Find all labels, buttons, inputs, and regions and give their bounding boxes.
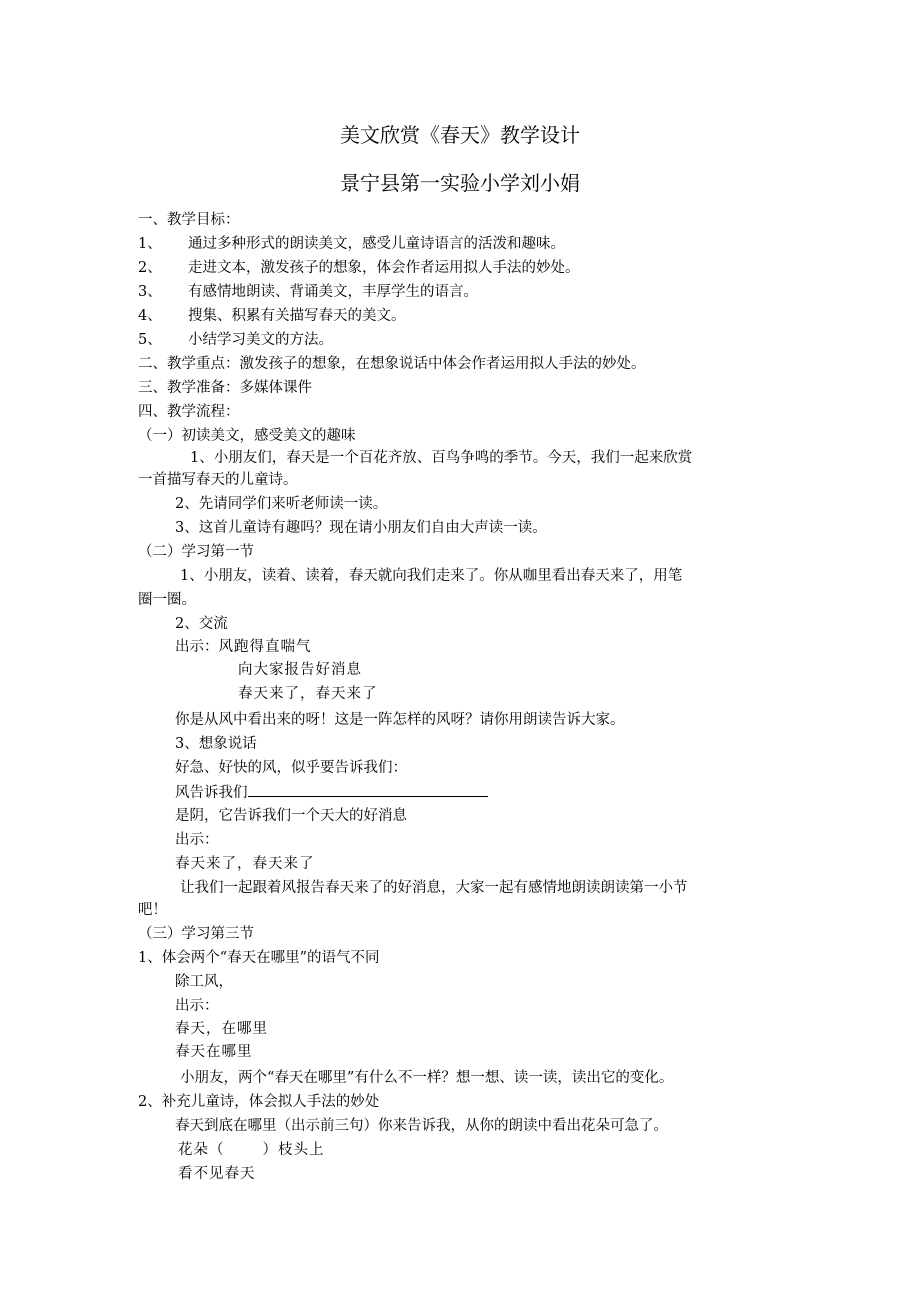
poem-line: 春天来了，春天来了 [238,686,378,702]
show-label: 出示： [175,639,219,655]
goal-number: 5、 [138,332,162,348]
document-title: 美文欣赏《春天》教学设计 [340,123,580,147]
poem-line: 看不见春天 [178,1166,256,1182]
goal-item [138,258,580,278]
part1-heading: （一）初读美文，感受美文的趣味 [138,428,356,444]
part2-question: 你是从风中看出来的呀！这是一阵怎样的风呀？请你用朗读告诉大家。 [175,712,625,728]
part2-fill-line [175,782,488,803]
part2-speak-line: 是阴，它告诉我们一个天大的好消息 [175,808,407,824]
part3-line: 除工风， [175,974,233,990]
poem-line [178,1140,325,1160]
poem-line: 向大家报告好消息 [238,662,362,678]
goal-text: 搜集、积累有关描写春天的美文。 [188,308,406,324]
goal-number: 4、 [138,308,162,324]
poem-line: 风跑得直喘气 [218,639,312,655]
part2-paragraph3: 3、想象说话 [175,736,257,752]
part2-paragraph1-cont: 圈一圈。 [138,592,196,608]
part1-paragraph1: 1、小朋友们，春天是一个百花齐放、百鸟争鸣的季节。今天，我们一起来欣赏 [190,450,693,466]
prep-line: 三、教学准备：多媒体课件 [138,380,312,396]
goal-item [138,282,478,302]
poem-line: 春天来了，春天来了 [175,856,315,872]
poem-line: 春天在哪里 [175,1044,253,1060]
part2-paragraph4: 让我们一起跟着风报告春天来了的好消息，大家一起有感情地朗读朗读第一小节 [180,880,688,896]
flow-heading: 四、教学流程： [138,404,240,420]
part3-line: 出示： [175,998,219,1014]
focus-line: 二、教学重点：激发孩子的想象，在想象说话中体会作者运用拟人手法的妙处。 [138,356,646,372]
part2-paragraph2: 2、交流 [175,616,228,632]
goal-number: 1、 [138,236,162,252]
part2-heading: （二）学习第一节 [138,544,254,560]
part2-speak-line: 出示： [175,832,219,848]
part3-subheading: 2、补充儿童诗，体会拟人手法的妙处 [138,1094,380,1110]
document-subtitle: 景宁县第一实验小学刘小娟 [340,171,580,195]
goal-item [138,330,333,350]
goal-item [138,234,565,254]
poem-part: ）枝头上 [262,1142,325,1158]
fill-label: 风告诉我们 [175,785,248,801]
goal-text: 小结学习美文的方法。 [188,332,333,348]
part1-paragraph1-cont: 一首描写春天的儿童诗。 [138,472,298,488]
part2-speak-line: 好急、好快的风，似乎要告诉我们： [175,760,407,776]
part3-heading: （三）学习第三节 [138,926,254,942]
poem-line: 春天，在哪里 [175,1021,268,1037]
part1-paragraph2: 2、先请同学们来听老师读一读。 [175,496,388,512]
part2-show-line [175,637,312,657]
part3-paragraph: 小朋友，两个“春天在哪里”有什么不一样？想一想、读一读，读出它的变化。 [180,1070,674,1086]
goal-item [138,306,406,326]
goal-text: 通过多种形式的朗读美文，感受儿童诗语言的活泼和趣味。 [188,236,565,252]
fill-blank [248,782,488,797]
part1-paragraph3: 3、这首儿童诗有趣吗？现在请小朋友们自由大声读一读。 [175,520,547,536]
goal-number: 3、 [138,284,162,300]
goal-text: 有感情地朗读、背诵美文，丰厚学生的语言。 [188,284,478,300]
goals-heading: 一、教学目标： [138,212,240,228]
part2-paragraph1: 1、小朋友，读着、读着，春天就向我们走来了。你从咖里看出春天来了，用笔 [180,568,683,584]
part3-subheading: 1、体会两个“春天在哪里”的语气不同 [138,950,380,966]
part3-paragraph: 春天到底在哪里（出示前三句）你来告诉我，从你的朗读中看出花朵可急了。 [175,1118,668,1134]
goal-text: 走进文本，激发孩子的想象，体会作者运用拟人手法的妙处。 [188,260,580,276]
part2-paragraph4-cont: 吧！ [138,902,167,918]
goal-number: 2、 [138,260,162,276]
poem-part: 花朵（ [178,1142,225,1158]
